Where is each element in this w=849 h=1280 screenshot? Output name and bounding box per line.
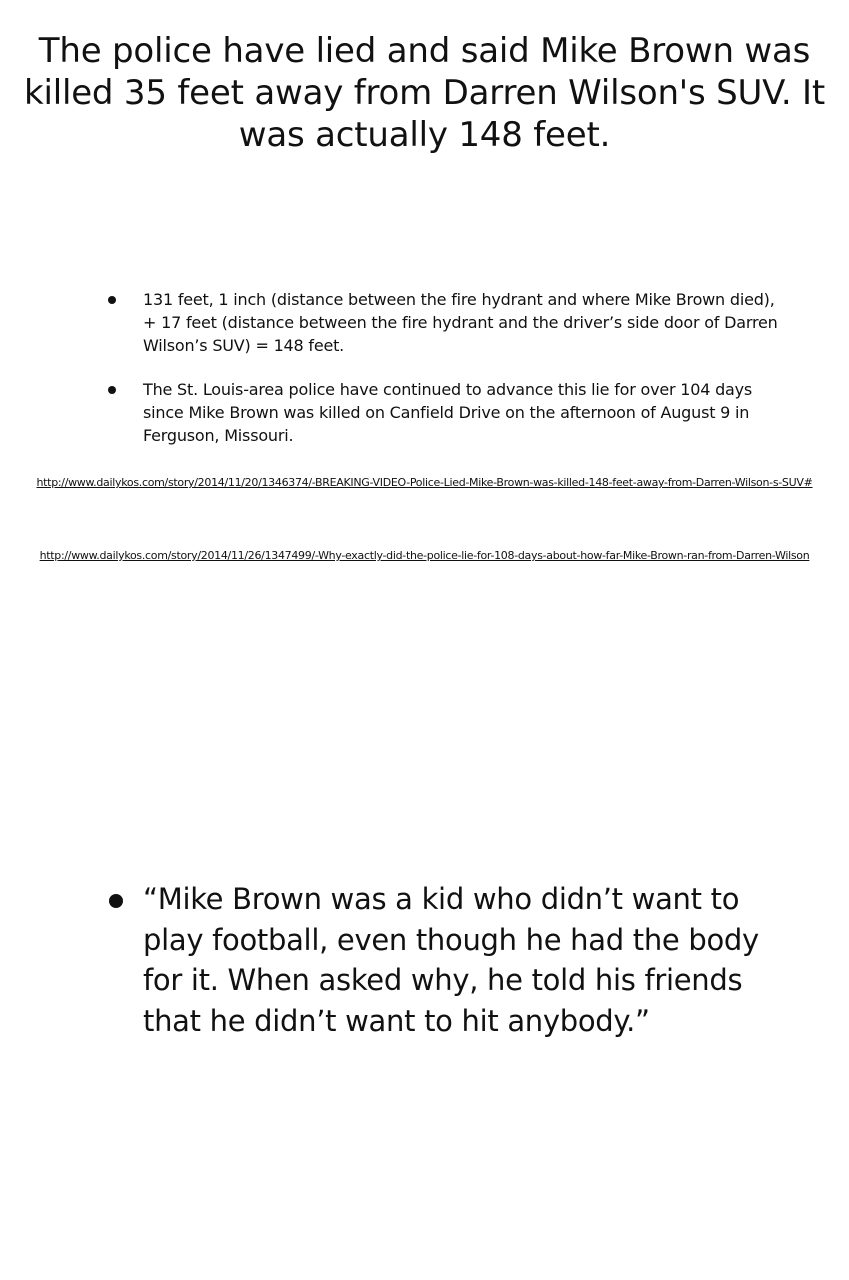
source-link[interactable]: http://www.dailykos.com/story/2014/11/26/1347499/-Why-exactly-did-the-police-lie-for-108-days-about-how-far-Mike-Brown-ran-from-Darren-Wilson [39,549,810,562]
source-link[interactable]: http://www.dailykos.com/story/2014/11/20/1346374/-BREAKING-VIDEO-Police-Lied-Mike-Brown-was-killed-148-feet-away-from-Darren-Wilson-s-SUV# [36,476,813,489]
bullet-text: The St. Louis-area police have continued to advance this lie for over 104 days since Mike Brown was killed on Canfield Drive on the afternoon of August 9 in Ferguson, Missouri. [143,380,753,445]
bullet-dot-icon [109,894,123,908]
bullet-dot-icon [108,296,116,304]
bullet-text: 131 feet, 1 inch (distance between the fire hydrant and where Mike Brown died), + 17 feet (distance between the fire hydrant and the driver’s side door of Darren Wilson’s SUV) = 148 feet. [143,290,778,355]
bullet-item [143,378,783,447]
quote-text: “Mike Brown was a kid who didn’t want to play football, even though he had the body for it. When asked why, he told his friends that he didn’t want to hit anybody.” [143,882,759,1038]
bullet-list [0,288,849,447]
quote-item [143,879,783,1041]
bullet-dot-icon [108,386,116,394]
page-title: The police have lied and said Mike Brown was killed 35 feet away from Darren Wilson's SUV. It was actually 148 feet. [23,31,825,155]
bullet-item [143,288,783,357]
